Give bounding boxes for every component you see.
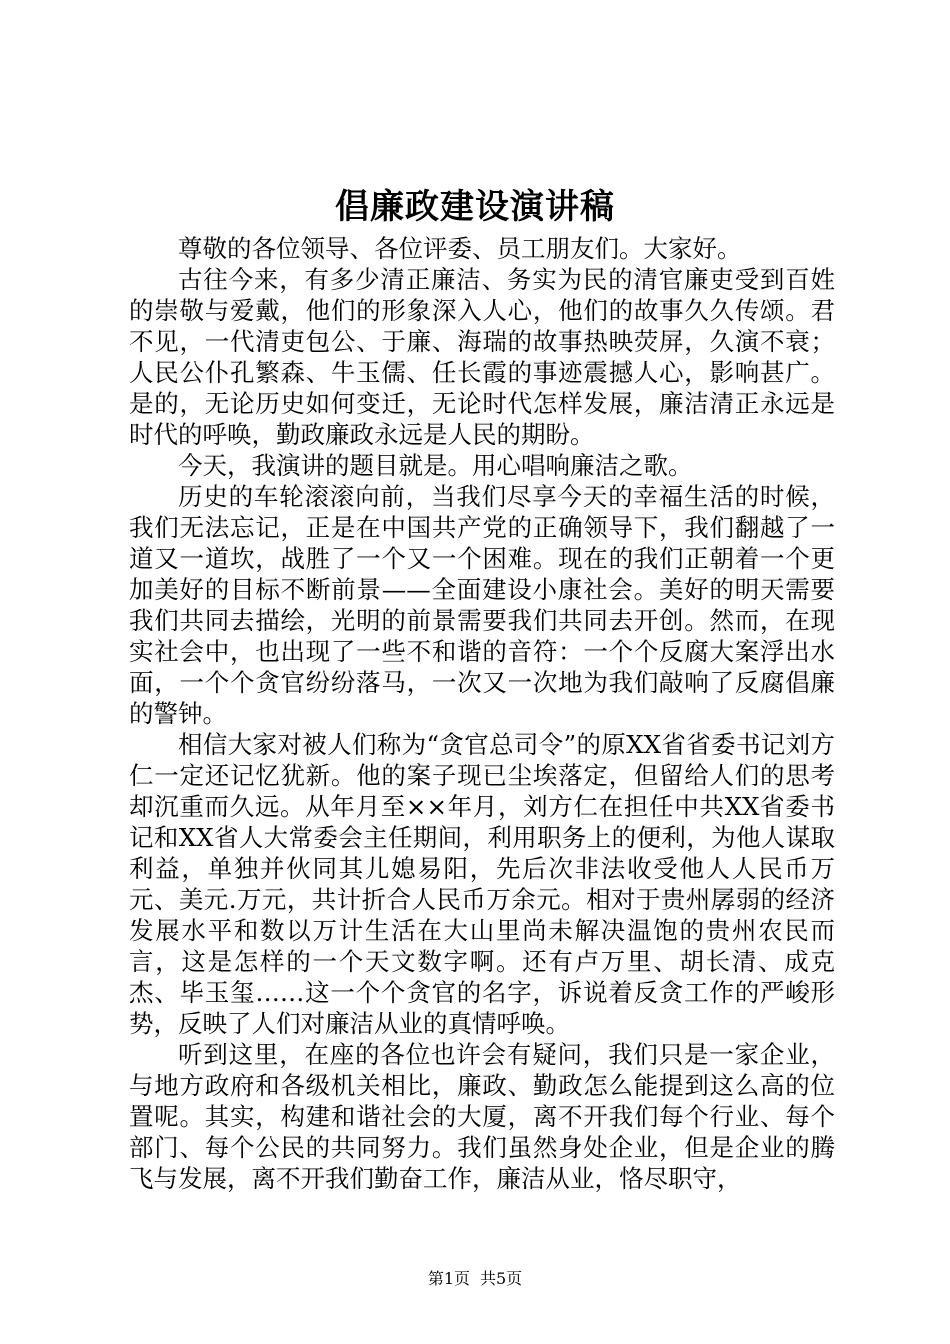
page-number: 第1页: [427, 1269, 470, 1288]
page-total: 共5页: [480, 1269, 523, 1288]
paragraph-history: 古往今来，有多少清正廉洁、务实为民的清官廉吏受到百姓的崇敬与爱戴，他们的形象深入人心，他们的故事久久传颂。君不见，一代清吏包公、于廉、海瑞的故事热映荧屏，久演不衰；人民公仆孔繁森、牛玉儒、任长霞的事迹震撼人心，影响甚广。是的，无论历史如何变迁，无论时代怎样发展，廉洁清正永远是时代的呼唤，勤政廉政永远是人民的期盼。: [129, 265, 835, 449]
paragraph-enterprise: 听到这里，在座的各位也许会有疑问，我们只是一家企业，与地方政府和各级机关相比，廉政、勤政怎么能提到这么高的位置呢。其实，构建和谐社会的大厦，离不开我们每个行业、每个部门、每个公民的共同努力。我们虽然身处企业，但是企业的腾飞与发展，离不开我们勤奋工作，廉洁从业，恪尽职守，: [129, 1040, 835, 1193]
paragraph-case: 相信大家对被人们称为“贪官总司令”的原XX省省委书记刘方仁一定还记忆犹新。他的案子现已尘埃落定，但留给人们的思考却沉重而久远。从年月至××年月，刘方仁在担任中共XX省委书记和XX省人大常委会主任期间，利用职务上的便利，为他人谋取利益，单独并伙同其儿媳易阳，先后次非法收受他人人民币万元、美元.万元，共计折合人民币万余元。相对于贵州孱弱的经济发展水平和数以万计生活在大山里尚未解决温饱的贵州农民而言，这是怎样的一个天文数字啊。还有卢万里、胡长清、成克杰、毕玉玺……这一个个贪官的名字，诉说着反贪工作的严峻形势，反映了人们对廉洁从业的真情呼唤。: [129, 730, 835, 1038]
page-footer: [0, 1268, 950, 1290]
paragraph-topic: 今天，我演讲的题目就是。用心唱响廉洁之歌。: [178, 451, 693, 480]
document-title: 倡廉政建设演讲稿: [335, 187, 615, 227]
document-body: [129, 233, 835, 1194]
paragraph-greeting: 尊敬的各位领导、各位评委、员工朋友们。大家好。: [178, 234, 742, 263]
paragraph-wheel-of-history: 历史的车轮滚滚向前，当我们尽享今天的幸福生活的时候，我们无法忘记，正是在中国共产党的正确领导下，我们翻越了一道又一道坎，战胜了一个又一个困难。现在的我们正朝着一个更加美好的目标不断前景——全面建设小康社会。美好的明天需要我们共同去描绘，光明的前景需要我们共同去开创。然而，在现实社会中，也出现了一些不和谐的音符：一个个反腐大案浮出水面，一个个贪官纷纷落马，一次又一次地为我们敲响了反腐倡廉的警钟。: [129, 482, 835, 728]
